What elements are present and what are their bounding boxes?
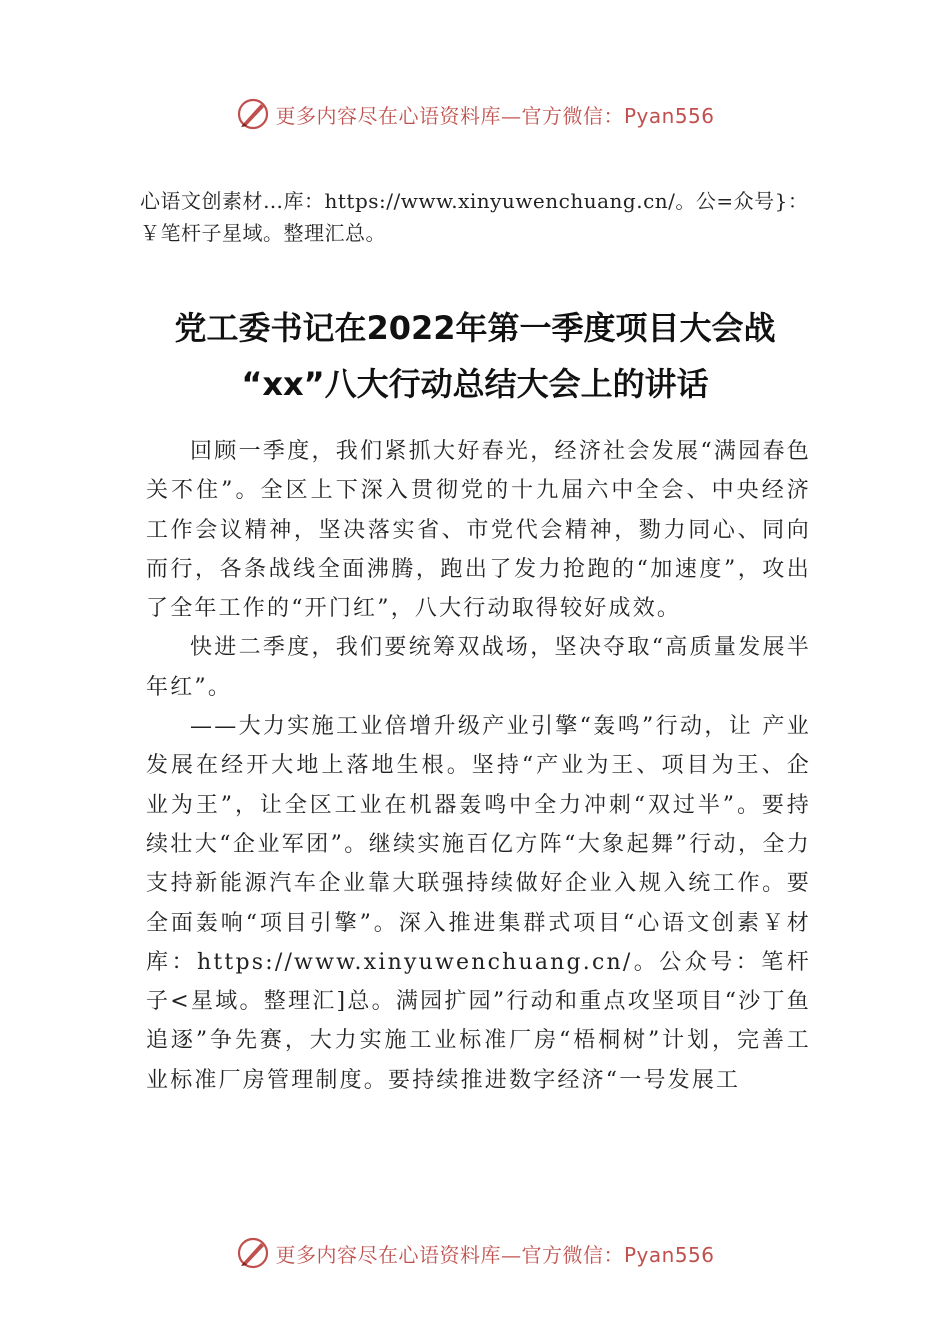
paragraph: ——大力实施工业倍增升级产业引擎“轰鸣”行动，让 产业发展在经开大地上落地生根。坚持“产业为王、项目为王、企业为王”，让全区工业在机器轰鸣中全力冲刺“双过半”。要持续壮大“企业军团”。继续实施百亿方阵“大象起舞”行动，全力支持新能源汽车企业靠大联强持续做好企业入规入统工作。要全面轰响“项目引擎”。深入推进集群式项目“心语文创素￥材库：https://www.xinyuwenchuang.cn/。公众号：笔杆子<星域。整理汇]总。满园扩园”行动和重点攻坚项目“沙丁鱼追逐”争先赛，大力实施工业标准厂房“梧桐树”计划，完善工业标准厂房管理制度。要持续推进数字经济“一号发展工 <box>146 714 811 1093</box>
pen-logo-icon <box>235 1235 271 1271</box>
header-banner <box>0 94 950 134</box>
footer-banner <box>0 1233 950 1273</box>
document-title <box>80 300 870 412</box>
title-line-1: 党工委书记在2022年第一季度项目大会战 <box>174 309 776 347</box>
pen-logo-icon <box>235 96 271 132</box>
paragraph: 快进二季度，我们要统筹双战场，坚决夺取“高质量发展半年红”。 <box>146 635 811 700</box>
source-note: 心语文创素材…库：https://www.xinyuwenchuang.cn/。公=众号}：￥笔杆子星域。整理汇总。 <box>140 189 809 245</box>
document-body <box>146 432 811 1100</box>
footer-banner-text: 更多内容尽在心语资料库—官方微信：Pyan556 <box>275 1242 715 1267</box>
title-line-2: “xx”八大行动总结大会上的讲话 <box>241 365 709 403</box>
header-banner-text: 更多内容尽在心语资料库—官方微信：Pyan556 <box>275 103 715 128</box>
paragraph: 回顾一季度，我们紧抓大好春光，经济社会发展“满园春色关不住”。全区上下深入贯彻党的十九届六中全会、中央经济工作会议精神，坚决落实省、市党代会精神，勠力同心、同向而行，各条战线全面沸腾，跑出了发力抢跑的“加速度”，攻出了全年工作的“开门红”，八大行动取得较好成效。 <box>146 439 811 622</box>
